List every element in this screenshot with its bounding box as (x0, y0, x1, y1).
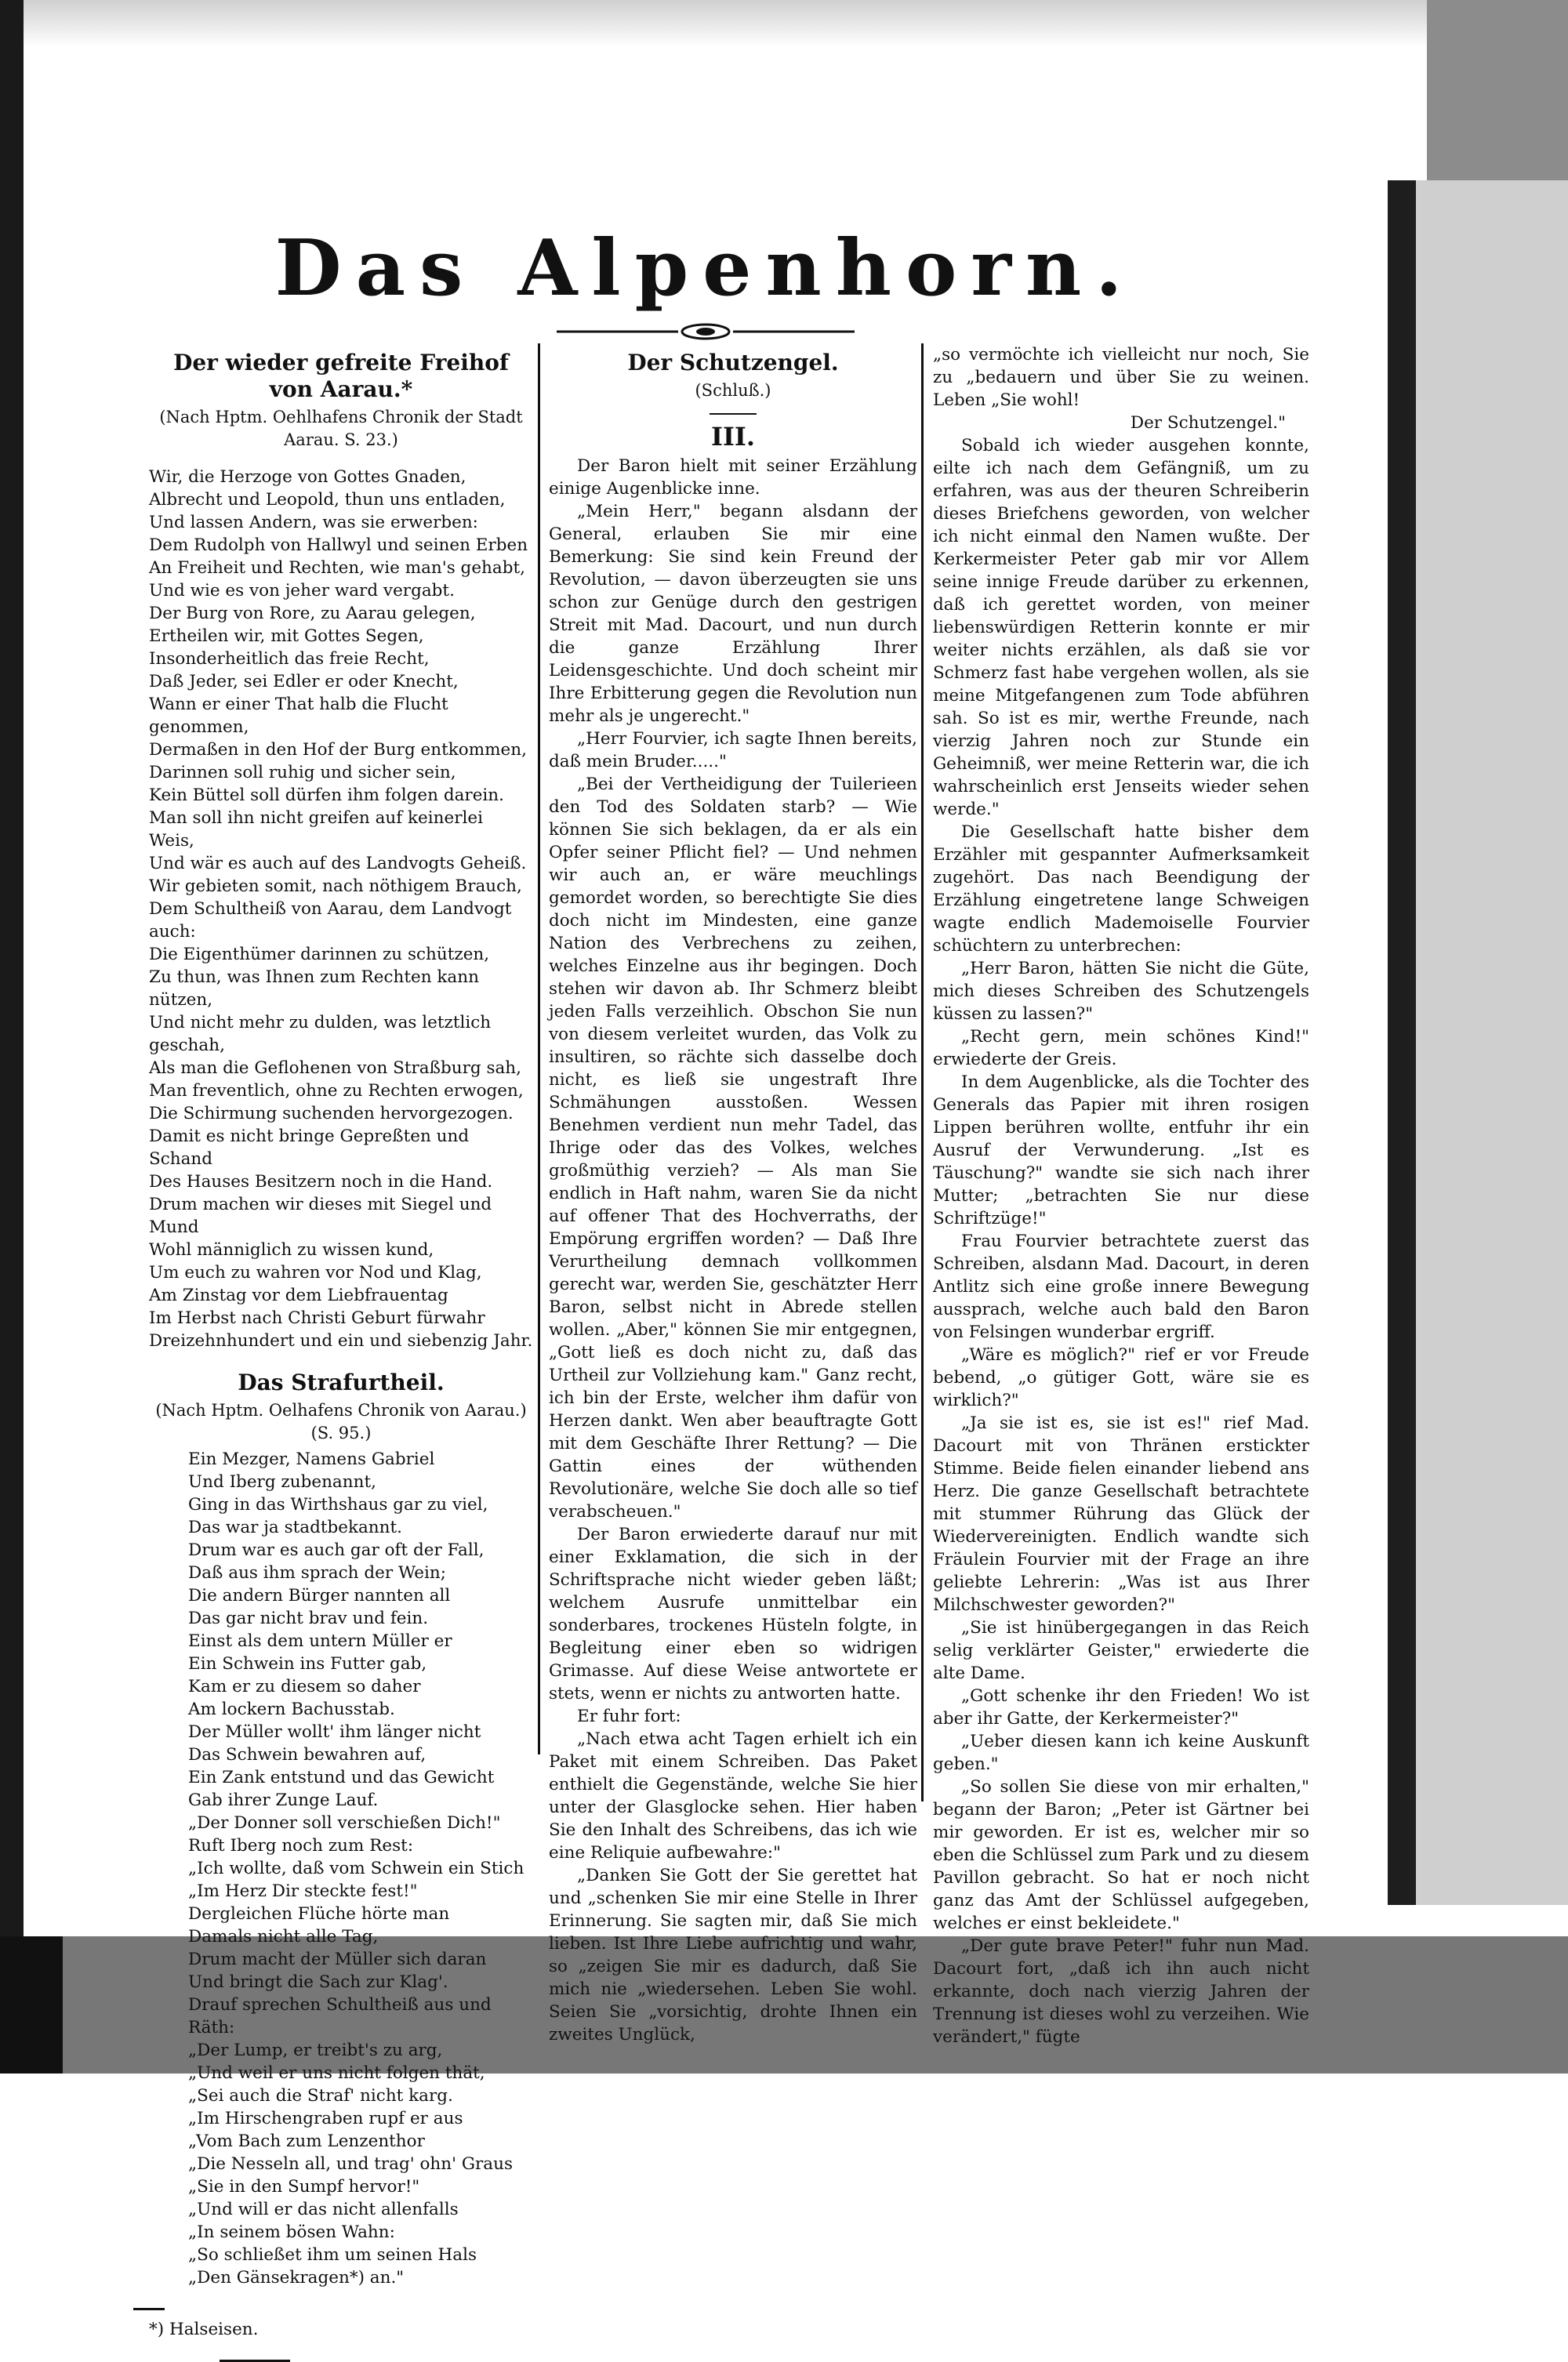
book-spine-edge (1388, 180, 1416, 1905)
poem-line: Und bringt die Sach zur Klag'. (188, 1972, 448, 1992)
poem-freihof (149, 466, 533, 1352)
section-rule (710, 413, 757, 415)
poem-line: Dreizehnhundert und ein und siebenzig Jahr. (149, 1331, 533, 1351)
poem-line: Gab ihrer Zunge Lauf. (188, 1791, 379, 1810)
paragraph: Der Baron erwiederte darauf nur mit einer Exklamation, die sich in der Schriftsprache nicht wieder geben läßt; welchem Ausrufe unmittelbar ein sonderbares, trockenes Hüsteln folgte, in Begleitung einer eben so widrigen Grimasse. Auf diese Weise antwortete er stets, wenn er nichts zu antworten hatte. (549, 1525, 917, 1703)
article-title-freihof: Der wieder gefreite Freihof von Aarau.* (173, 350, 509, 402)
paragraph: „Danken Sie Gott der Sie gerettet hat und „schenken Sie mir eine Stelle in Ihrer Erinnerung. Sie sagten mir, daß Sie mich lieben. Ist Ihre Liebe aufrichtig und wahr, so „zeigen Sie mir es dadurch, daß Sie mich nie „wiedersehen. Leben Sie wohl. Seien Sie „vorsichtig, drohte Ihnen ein zweites Unglück, (549, 1866, 917, 2045)
scan-shadow-top (0, 0, 1568, 47)
poem-line: Und nicht mehr zu dulden, was letztlich geschah, (149, 1013, 496, 1055)
paragraph: Der Baron hielt mit seiner Erzählung einige Augenblicke inne. (549, 456, 917, 499)
column-2 (549, 343, 917, 2046)
paragraph: „Gott schenke ihr den Frieden! Wo ist aber ihr Gatte, der Kerkermeister?" (933, 1686, 1309, 1729)
scan-border-top-right (1427, 0, 1568, 180)
paragraph: „so vermöchte ich vielleicht nur noch, Sie zu „bedauern und über Sie zu weinen. Leben „Sie wohl! (933, 345, 1309, 410)
paragraph: In dem Augenblicke, als die Tochter des Generals das Papier mit ihren rosigen Lippen berühren wollte, entfuhr ihr ein Ausruf der Verwunderung. „Ist es Täuschung?" wandte sie sich nach ihrer Mutter; „betrachten Sie nur diese Schriftzüge!" (933, 1072, 1309, 1228)
poem-line: Des Hauses Besitzern noch in die Hand. (149, 1172, 493, 1192)
paragraph: Sobald ich wieder ausgehen konnte, eilte ich nach dem Gefängniß, um zu erfahren, was aus der theuren Schreiberin dieses Briefchens geworden, von welcher ich nicht einmal den Namen wußte. Der Kerkermeister Peter gab mir vor Allem seine innige Freude darüber zu erkennen, daß ich gerettet worden, von meiner liebenswürdigen Retterin konnte er mir weiter nichts erzählen, als daß sie vor Schmerz fast habe vergehen wollen, als sie meine Mitgefangenen zum Tode abführen sah. So ist es mir, werthe Freunde, nach vierzig Jahren noch zur Stunde ein Geheimniß, wer meine Retterin war, die ich wahrscheinlich erst Jenseits wieder sehen werde." (933, 436, 1309, 819)
scan-border-left (0, 0, 24, 2074)
article-body-col3-top (933, 343, 1309, 412)
poem-line: „Der Donner soll verschießen Dich!" (188, 1813, 501, 1833)
newspaper-page (24, 187, 1388, 2339)
poem-line: Drum war es auch gar oft der Fall, (188, 1540, 485, 1560)
footnote (149, 2308, 533, 2362)
poem-line: Insonderheitlich das freie Recht, (149, 649, 430, 669)
poem-line: Ruft Iberg noch zum Rest: (188, 1836, 414, 1856)
poem-line: Ein Zank entstund und das Gewicht (188, 1768, 495, 1787)
poem-line: Ertheilen wir, mit Gottes Segen, (149, 626, 424, 646)
poem-line: Und lassen Andern, was sie erwerben: (149, 513, 478, 532)
paragraph: Er fuhr fort: (577, 1707, 681, 1726)
poem-strafurtheil (149, 1448, 533, 2289)
poem-line: Der Burg von Rore, zu Aarau gelegen, (149, 604, 476, 623)
poem-line: Dem Schultheiß von Aarau, dem Landvogt (149, 899, 512, 919)
poem-line: „Vom Bach zum Lenzenthor (188, 2132, 425, 2151)
poem-line: „Den Gänsekragen*) an." (188, 2268, 405, 2288)
poem-line: Zu thun, was Ihnen zum Rechten kann nützen, (149, 967, 485, 1010)
poem-line: Drauf sprechen Schultheiß aus und Räth: (188, 1995, 497, 2037)
poem-line: Drum macht der Müller sich daran (188, 1950, 487, 1969)
column-1 (149, 343, 533, 2362)
ornamental-rule (557, 320, 855, 343)
poem-line: „Die Nesseln all, und trag' ohn' Graus (188, 2154, 514, 2174)
poem-line: Das war ja stadtbekannt. (188, 1518, 402, 1537)
poem-line: „So schließet ihm um seinen Hals (188, 2245, 477, 2265)
poem-line: Wir, die Herzoge von Gottes Gnaden, (149, 467, 466, 487)
poem-line: Darinnen soll ruhig und sicher sein, (149, 763, 456, 782)
poem-line: Wir gebieten somit, nach nöthigem Brauch, (149, 876, 522, 896)
poem-line: Die Eigenthümer darinnen zu schützen, (149, 945, 490, 964)
poem-line: Dergleichen Flüche hörte man (188, 1904, 450, 1924)
paragraph: „Bei der Vertheidigung der Tuilerieen den Tod des Soldaten starb? — Wie können Sie sich beklagen, da er als ein Opfer seiner Pflicht fiel? — Und nehmen wir auch an, er wäre meuchlings gemordet worden, so berechtigte Sie dies doch nicht im Mindesten, eine ganze Nation des Verbrechens zu zeihen, welches Einzelne aus ihr begingen. Doch stehen wir davon ab. Ihr Schmerz bleibt jeden Falls verzeihlich. Obschon Sie nun von diesem verleitet wurden, das Volk zu insultiren, so rächte sich dasselbe doch nicht, es ließ sie ungestraft Ihre Schmähungen ausstoßen. Wessen Benehmen verdient nun mehr Tadel, das Ihrige oder das des Volkes, welches großmüthig verzieh? — Als man Sie endlich in Haft nahm, waren Sie da nicht auf offener That des Hochverraths, der Empörung ergriffen worden? — Daß Ihre Verurtheilung demnach vollkommen gerecht war, werden Sie, geschätzter Herr Baron, selbst nicht in Abrede stellen wollen. „Aber," können Sie mir entgegnen, „Gott ließ es doch nicht zu, daß das Urtheil zur Vollziehung kam." Ganz recht, ich bin der Erste, welcher ihm dafür von Herzen dankt. Wen aber beauftragte Gott mit dem Geschäfte Ihrer Rettung? — Die Gattin eines der wüthenden Revolutionäre, welche Sie doch alle so tief verabscheuen." (549, 775, 917, 1522)
scan-border-bottom-left (0, 1936, 63, 2074)
paragraph: „Mein Herr," begann alsdann der General, erlauben Sie mir eine Bemerkung: Sie sind kein Freund der Revolution, — davon überzeugten sie uns schon zur Genüge durch den gestrigen Streit mit Mad. Dacourt, und nun durch die ganze Erzählung Ihrer Leidensgeschichte. Und doch scheint mir Ihre Erbitterung gegen die Revolution nun mehr als je ungerecht." (549, 502, 917, 726)
article-body-col2 (549, 455, 917, 2046)
poem-line: „Sei auch die Straf' nicht karg. (188, 2086, 453, 2106)
poem-line: Dem Rudolph von Hallwyl und seinen Erben (149, 535, 528, 555)
paragraph: „Nach etwa acht Tagen erhielt ich ein Paket mit einem Schreiben. Das Paket enthielt die Gegenstände, welche Sie hier unter der Glasglocke sehen. Hier haben Sie den Inhalt des Schreibens, das ich wie eine Reliquie aufbewahre:" (549, 1729, 917, 1863)
poem-line: auch: (149, 922, 196, 942)
article-title-strafurtheil: Das Strafurtheil. (238, 1370, 445, 1395)
poem-line: Wann er einer That halb die Flucht genommen, (149, 695, 454, 737)
poem-line: Ein Mezger, Namens Gabriel (188, 1449, 435, 1469)
poem-line: Der Müller wollt' ihm länger nicht (188, 1722, 481, 1742)
poem-line: „In seinem bösen Wahn: (188, 2222, 395, 2242)
chapter-number: III. (710, 422, 756, 452)
poem-line: Am Zinstag vor dem Liebfrauentag (149, 1286, 448, 1305)
poem-line: Wohl männiglich zu wissen kund, (149, 1240, 434, 1260)
footnote-rule (133, 2308, 165, 2310)
column-3 (933, 343, 1309, 2048)
poem-line: Man freventlich, ohne zu Rechten erwogen, (149, 1081, 524, 1101)
poem-line: „Und will er das nicht allenfalls (188, 2200, 459, 2219)
poem-line: Kam er zu diesem so daher (188, 1677, 421, 1696)
poem-line: „Der Lump, er treibt's zu arg, (188, 2041, 443, 2060)
poem-line: Damals nicht alle Tag, (188, 1927, 379, 1947)
paragraph: „Sie ist hinübergegangen in das Reich selig verklärter Geister," erwiederte die alte Dame. (933, 1618, 1309, 1683)
poem-line: Im Herbst nach Christi Geburt fürwahr (149, 1308, 485, 1328)
poem-line: Albrecht und Leopold, thun uns entladen, (149, 490, 506, 510)
paragraph: „Ja sie ist es, sie ist es!" rief Mad. Dacourt mit von Thränen erstickter Stimme. Beide fielen einander liebend ans Herz. Die ganze Gesellschaft betrachtete mit stummer Rührung das Glück der Wiedervereinigten. Endlich wandte sich Fräulein Fourvier mit der Frage an ihre geliebte Lehrerin: „Was ist aus Ihrer Milchschwester geworden?" (933, 1413, 1309, 1615)
poem-line: Als man die Geflohenen von Straßburg sah, (149, 1058, 521, 1078)
footnote-text: *) Halseisen. (149, 2320, 259, 2339)
poem-line: „Und weil er uns nicht folgen thät, (188, 2063, 485, 2083)
paragraph: „Der gute brave Peter!" fuhr nun Mad. Dacourt fort, „daß ich ihn auch nicht erkannte, doch nach vierzig Jahren der Trennung ist dieses wohl zu verzeihen. Wie verändert," fügte (933, 1936, 1309, 2047)
column-divider-1 (538, 343, 540, 1754)
paragraph: „Wäre es möglich?" rief er vor Freude bebend, „o gütiger Gott, wäre sie es wirklich?" (933, 1345, 1309, 1410)
poem-line: Das Schwein bewahren auf, (188, 1745, 426, 1765)
poem-line: „Im Herz Dir steckte fest!" (188, 1881, 418, 1901)
poem-line: Ein Schwein ins Futter gab, (188, 1654, 427, 1674)
poem-line: Und wie es von jeher ward vergabt. (149, 581, 455, 600)
article-source-freihof: (Nach Hptm. Oehlhafens Chronik der Stadt Aarau. S. 23.) (159, 408, 523, 449)
poem-line: Daß Jeder, sei Edler er oder Knecht, (149, 672, 459, 691)
paragraph: „So sollen Sie diese von mir erhalten," begann der Baron; „Peter ist Gärtner bei mir geworden. Er ist es, welcher mir so eben die Schlüssel zum Park und zu diesem Pavillon gebracht. So hat er noch nicht ganz das Amt der Schlüssel aufgegeben, welches er einst bekleidete." (933, 1777, 1309, 1933)
poem-line: Ging in das Wirthshaus gar zu viel, (188, 1495, 488, 1515)
poem-line: „Ich wollte, daß vom Schwein ein Stich (188, 1859, 524, 1878)
poem-line: „Sie in den Sumpf hervor!" (188, 2177, 420, 2197)
poem-line: Kein Büttel soll dürfen ihm folgen darein. (149, 786, 504, 805)
paragraph: Frau Fourvier betrachtete zuerst das Schreiben, alsdann Mad. Dacourt, in deren Antlitz sich eine große innere Bewegung aussprach, welche auch bald den Baron von Felsingen wunderbar ergriff. (933, 1232, 1309, 1342)
poem-line: Die Schirmung suchenden hervorgezogen. (149, 1104, 514, 1123)
poem-line: Drum machen wir dieses mit Siegel und Mund (149, 1195, 498, 1237)
poem-line: Das gar nicht brav und fein. (188, 1609, 429, 1628)
poem-line: Daß aus ihm sprach der Wein; (188, 1563, 446, 1583)
column-divider-2 (921, 343, 924, 1801)
paragraph: „Herr Baron, hätten Sie nicht die Güte, mich dieses Schreiben des Schutzengels küssen zu lassen?" (933, 959, 1309, 1024)
masthead-title: Das Alpenhorn. (274, 223, 1137, 314)
article-body-col3 (933, 434, 1309, 2048)
poem-line: Und wär es auch auf des Landvogts Geheiß. (149, 854, 527, 873)
poem-line: Um euch zu wahren vor Nod und Klag, (149, 1263, 482, 1283)
paragraph: Die Gesellschaft hatte bisher dem Erzähler mit gespannter Aufmerksamkeit zugehört. Das nach Beendigung der Erzählung eingetretene lange Schweigen wagte endlich Mademoiselle Fourvier schüchtern zu unterbrechen: (933, 822, 1309, 956)
poem-line: Und Iberg zubenannt, (188, 1472, 376, 1492)
scan-border-right (1392, 180, 1568, 1905)
poem-line: Einst als dem untern Müller er (188, 1631, 452, 1651)
article-source-strafurtheil: (Nach Hptm. Oelhafens Chronik von Aarau.) (S. 95.) (155, 1401, 527, 1442)
paragraph: „Ueber diesen kann ich keine Auskunft geben." (933, 1732, 1309, 1774)
article-title-schutzengel: Der Schutzengel. (627, 350, 839, 376)
paragraph: „Herr Fourvier, ich sagte Ihnen bereits, daß mein Bruder....." (549, 729, 917, 771)
poem-line: Die andern Bürger nannten all (188, 1586, 451, 1606)
poem-line: „Im Hirschengraben rupf er aus (188, 2109, 463, 2128)
poem-line: Man soll ihn nicht greifen auf keinerlei Weis, (149, 808, 488, 851)
poem-line: An Freiheit und Rechten, wie man's gehabt, (149, 558, 525, 578)
poem-line: Am lockern Bachusstab. (188, 1700, 395, 1719)
paragraph: „Recht gern, mein schönes Kind!" erwiederte der Greis. (933, 1027, 1309, 1069)
letter-signature: Der Schutzengel." (1130, 413, 1286, 433)
poem-line: Dermaßen in den Hof der Burg entkommen, (149, 740, 527, 760)
poem-line: Damit es nicht bringe Gepreßten und Schand (149, 1127, 474, 1169)
article-sub-schutzengel: (Schluß.) (695, 381, 771, 400)
